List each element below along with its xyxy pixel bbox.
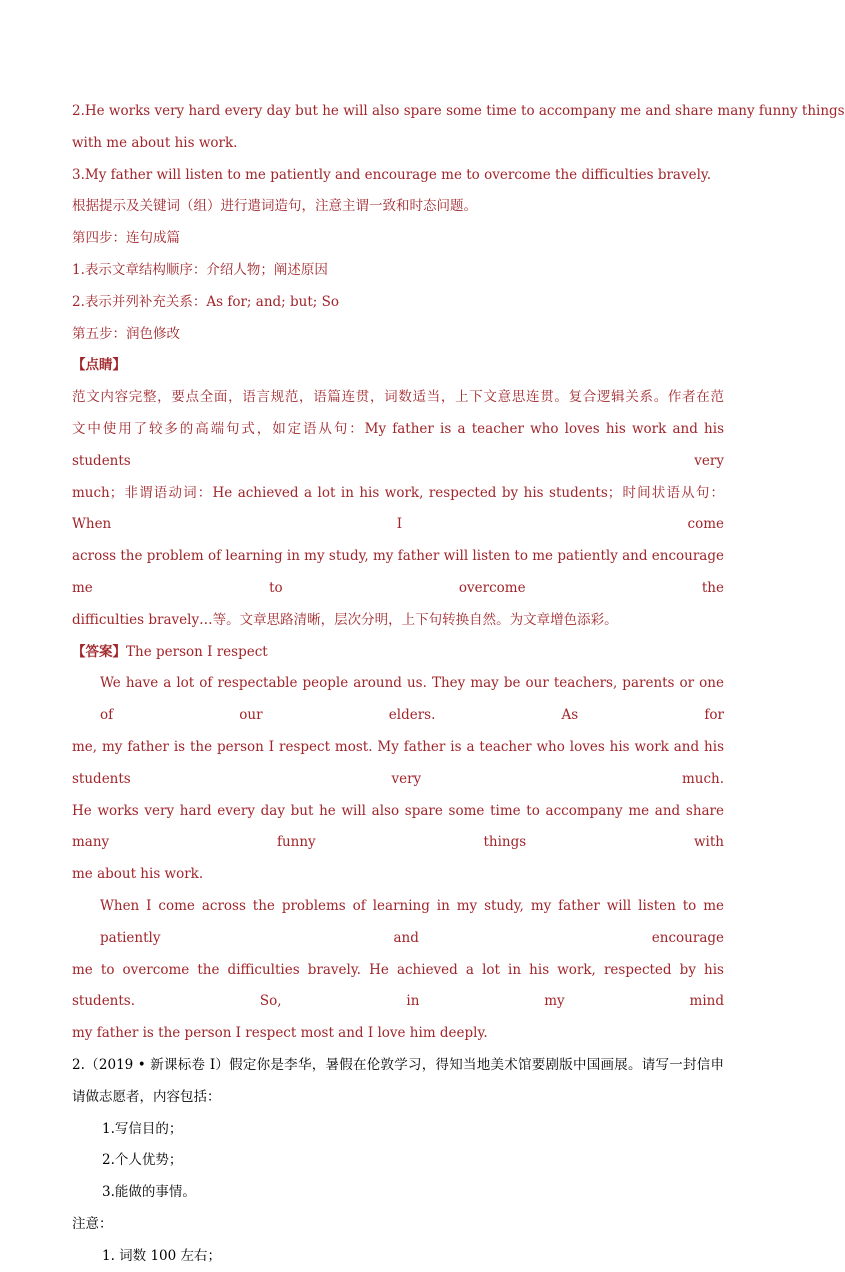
step4-item-2: 2.表示并列补充关系：As for; and; but; So — [72, 293, 339, 310]
answer-label: 【答案】 — [72, 643, 126, 660]
question-2-item: 1.写信目的； — [102, 1120, 183, 1137]
document-content — [72, 96, 845, 1272]
text-line: 2.He works very hard every day but he will also spare some time to accompany me and share many funny things — [72, 103, 845, 119]
note-label: 注意： — [72, 1215, 113, 1232]
question-2-line: 请做志愿者，内容包括： — [72, 1088, 221, 1105]
answer-para2-line: me to overcome the difficulties bravely. He achieved a lot in his work, respected by his students. So, in my mind — [72, 961, 724, 1010]
question-2-item: 3.能做的事情。 — [102, 1184, 196, 1201]
dianjing-line: 范文内容完整，要点全面，语言规范，语篇连贯，词数适当，上下文意思连贯。复合逻辑关系。作者在范 — [72, 389, 724, 406]
answer-para1-line: me about his work. — [72, 866, 204, 883]
answer-para2-line: When I come across the problems of learning in my study, my father will listen to me patiently and encourage — [100, 897, 724, 946]
step4-item-1: 1.表示文章结构顺序：介绍人物；阐述原因 — [72, 261, 328, 278]
question-2-line: 2.（2019 • 新课标卷 I）假定你是李华，暑假在伦敦学习，得知当地美术馆要剧版中国画展。请写一封信申 — [72, 1056, 724, 1073]
step5-title: 第五步：润色修改 — [72, 325, 180, 342]
dianjing-line: 文中使用了较多的高端句式，如定语从句：My father is a teacher who loves his work and his students very — [72, 420, 724, 469]
dianjing-line: across the problem of learning in my study, my father will listen to me patiently and encourage me to overcome the — [72, 548, 724, 596]
question-2-item: 2.个人优势； — [102, 1152, 183, 1169]
answer-para1-line: He works very hard every day but he will also spare some time to accompany me and share many funny things with — [72, 802, 724, 851]
answer-para1-line: me, my father is the person I respect most. My father is a teacher who loves his work and his students very much. — [72, 738, 724, 787]
step-hint: 根据提示及关键词（组）进行遣词造句，注意主谓一致和时态问题。 — [72, 198, 477, 215]
answer-para1-line: We have a lot of respectable people around us. They may be our teachers, parents or one of our elders. As for — [100, 675, 724, 724]
answer-title: The person I respect — [126, 643, 268, 660]
step4-title: 第四步：连句成篇 — [72, 230, 180, 247]
dianjing-label: 【点睛】 — [72, 357, 126, 374]
answer-para2-line: my father is the person I respect most and I love him deeply. — [72, 1025, 488, 1042]
dianjing-line: much；非谓语动词：He achieved a lot in his work, respected by his students；时间状语从句：When I come — [72, 484, 724, 533]
answer-heading — [72, 637, 724, 669]
text-line: 3.My father will listen to me patiently and encourage me to overcome the difficulties bravely. — [72, 166, 712, 183]
dianjing-line: difficulties bravely…等。文章思路清晰，层次分明，上下句转换自然。为文章增色添彩。 — [72, 611, 618, 628]
text-line: with me about his work. — [72, 134, 238, 151]
note-item-1: 1. 词数 100 左右； — [102, 1247, 222, 1264]
